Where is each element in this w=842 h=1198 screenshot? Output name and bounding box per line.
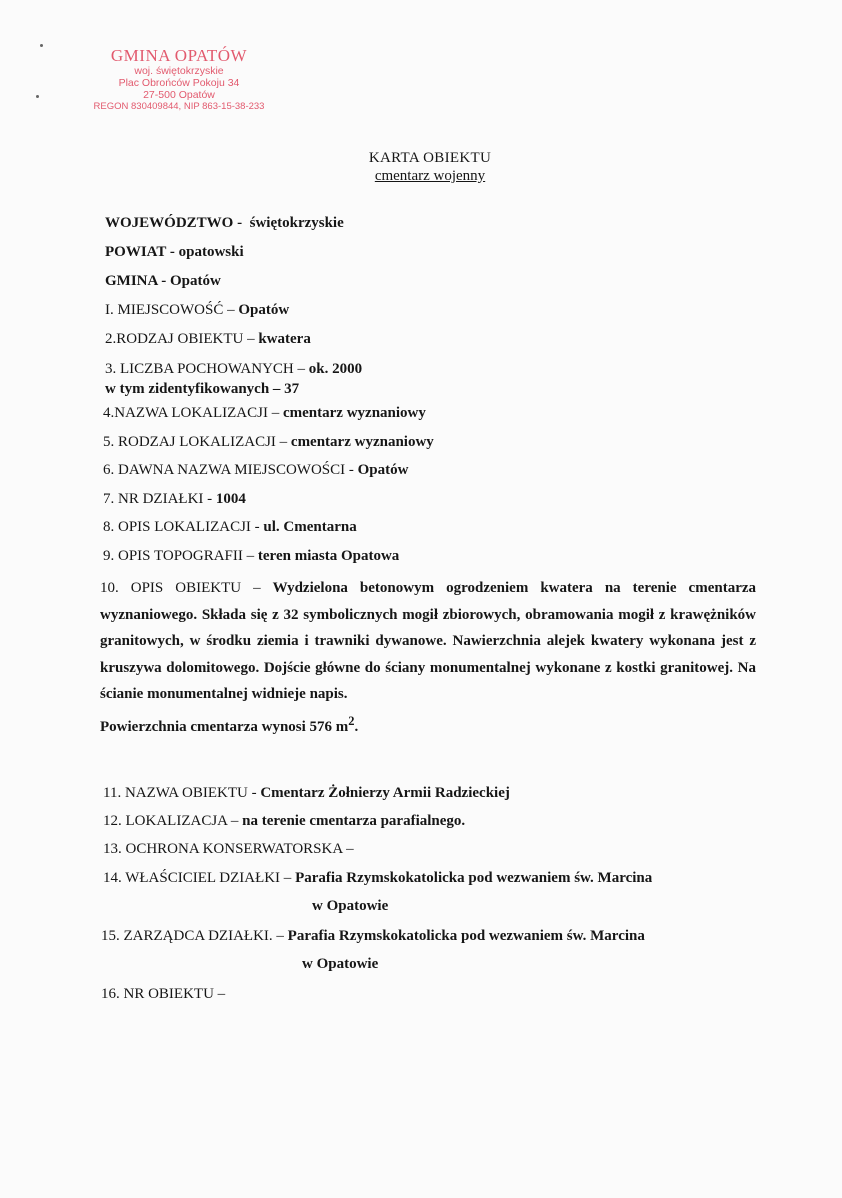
field-label: 11. NAZWA OBIEKTU - xyxy=(103,785,257,801)
area-end: . xyxy=(354,718,359,735)
field-value: kwatera xyxy=(258,331,311,347)
field-label: GMINA - xyxy=(105,273,167,289)
document-subtitle: cmentarz wojenny xyxy=(374,168,486,184)
field-label: 15. ZARZĄDCA DZIAŁKI. – xyxy=(101,928,284,944)
area-superscript: 2 xyxy=(348,713,355,728)
field-gmina xyxy=(105,272,221,291)
field-16 xyxy=(101,985,225,1004)
field-label: 16. NR OBIEKTU – xyxy=(101,986,226,1002)
field-3 xyxy=(105,360,362,379)
gmina-stamp xyxy=(74,46,284,113)
field-10-description xyxy=(100,575,756,740)
field-1 xyxy=(105,301,289,320)
field-value: cmentarz wyznaniowy xyxy=(290,434,434,450)
field-value: Parafia Rzymskokatolicka pod wezwaniem św. Marcina xyxy=(295,870,653,886)
area-label: Powierzchnia cmentarza wynosi 576 m xyxy=(100,718,349,735)
field-value: Wydzielona betonowym ogrodzeniem kwatera na terenie cmentarza wyznaniowego. Składa się z 32 symbolicznych mogił zbiorowych, obramowania mogił z krawężników granitowych, w środku ziemia i trawniki dywanowe. Nawierzchnia alejek kwatery wykonana jest z kruszywa dolomitowego. Dojście główne do ściany monumentalnej wykonane z kostki granitowej. Na ścianie monumentalnej widnieje napis. xyxy=(100,580,757,702)
field-8 xyxy=(103,518,357,537)
field-label: POWIAT - xyxy=(105,244,175,260)
field-label: 4.NAZWA LOKALIZACJI – xyxy=(103,405,280,421)
scan-speck xyxy=(36,95,39,98)
field-value: 1004 xyxy=(215,491,246,507)
area-text xyxy=(100,713,359,735)
field-15 xyxy=(101,927,645,946)
field-label: 10. OPIS OBIEKTU – xyxy=(100,580,261,596)
field-label: 12. LOKALIZACJA – xyxy=(103,813,239,829)
field-6 xyxy=(103,461,408,480)
field-12 xyxy=(103,812,465,831)
document-title: KARTA OBIEKTU xyxy=(368,150,492,166)
field-value-extra: w tym zidentyfikowanych – 37 xyxy=(105,381,300,397)
field-value: na terenie cmentarza parafialnego. xyxy=(242,813,466,829)
field-value: ok. 2000 xyxy=(308,361,363,377)
stamp-line: woj. świętokrzyskie xyxy=(134,65,224,77)
field-label: 8. OPIS LOKALIZACJI - xyxy=(103,519,260,535)
field-value: ul. Cmentarna xyxy=(263,519,357,535)
field-label: WOJEWÓDZTWO - xyxy=(105,215,243,231)
field-value: świętokrzyskie xyxy=(249,215,344,231)
field-value: teren miasta Opatowa xyxy=(257,548,400,564)
scan-speck xyxy=(40,44,43,47)
field-wojewodztwo xyxy=(105,214,344,233)
field-14-continuation: w Opatowie xyxy=(312,898,389,914)
field-value: Opatów xyxy=(170,273,221,289)
stamp-line: Plac Obrońców Pokoju 34 xyxy=(118,77,240,89)
field-label: 13. OCHRONA KONSERWATORSKA – xyxy=(103,841,354,857)
stamp-line: 27-500 Opatów xyxy=(143,89,215,101)
field-14 xyxy=(103,869,652,888)
field-value: opatowski xyxy=(178,244,244,260)
field-label: 7. NR DZIAŁKI - xyxy=(103,491,213,507)
field-powiat xyxy=(105,243,244,262)
field-label: 9. OPIS TOPOGRAFII – xyxy=(103,548,255,564)
field-13 xyxy=(103,840,354,859)
stamp-line: REGON 830409844, NIP 863-15-38-233 xyxy=(93,101,265,112)
field-value: Opatów xyxy=(238,302,290,318)
field-3-extra xyxy=(105,380,299,399)
field-label: 14. WŁAŚCICIEL DZIAŁKI – xyxy=(103,870,292,886)
field-value: Opatów xyxy=(357,462,409,478)
field-label: 3. LICZBA POCHOWANYCH – xyxy=(105,361,306,377)
field-4 xyxy=(103,404,426,423)
field-11 xyxy=(103,784,510,803)
field-9 xyxy=(103,547,399,566)
field-label: 2.RODZAJ OBIEKTU – xyxy=(105,331,255,347)
field-label: I. MIEJSCOWOŚĆ – xyxy=(105,302,235,318)
stamp-name: GMINA OPATÓW xyxy=(110,46,248,65)
field-value: Parafia Rzymskokatolicka pod wezwaniem św. Marcina xyxy=(287,928,645,944)
field-2 xyxy=(105,330,311,349)
field-15-continuation: w Opatowie xyxy=(302,956,379,972)
field-7 xyxy=(103,490,246,509)
field-value: Cmentarz Żołnierzy Armii Radzieckiej xyxy=(260,785,510,801)
field-label: 6. DAWNA NAZWA MIEJSCOWOŚCI - xyxy=(103,462,354,478)
field-value: cmentarz wyznaniowy xyxy=(282,405,426,421)
field-label: 5. RODZAJ LOKALIZACJI – xyxy=(103,434,288,450)
field-5 xyxy=(103,433,434,452)
